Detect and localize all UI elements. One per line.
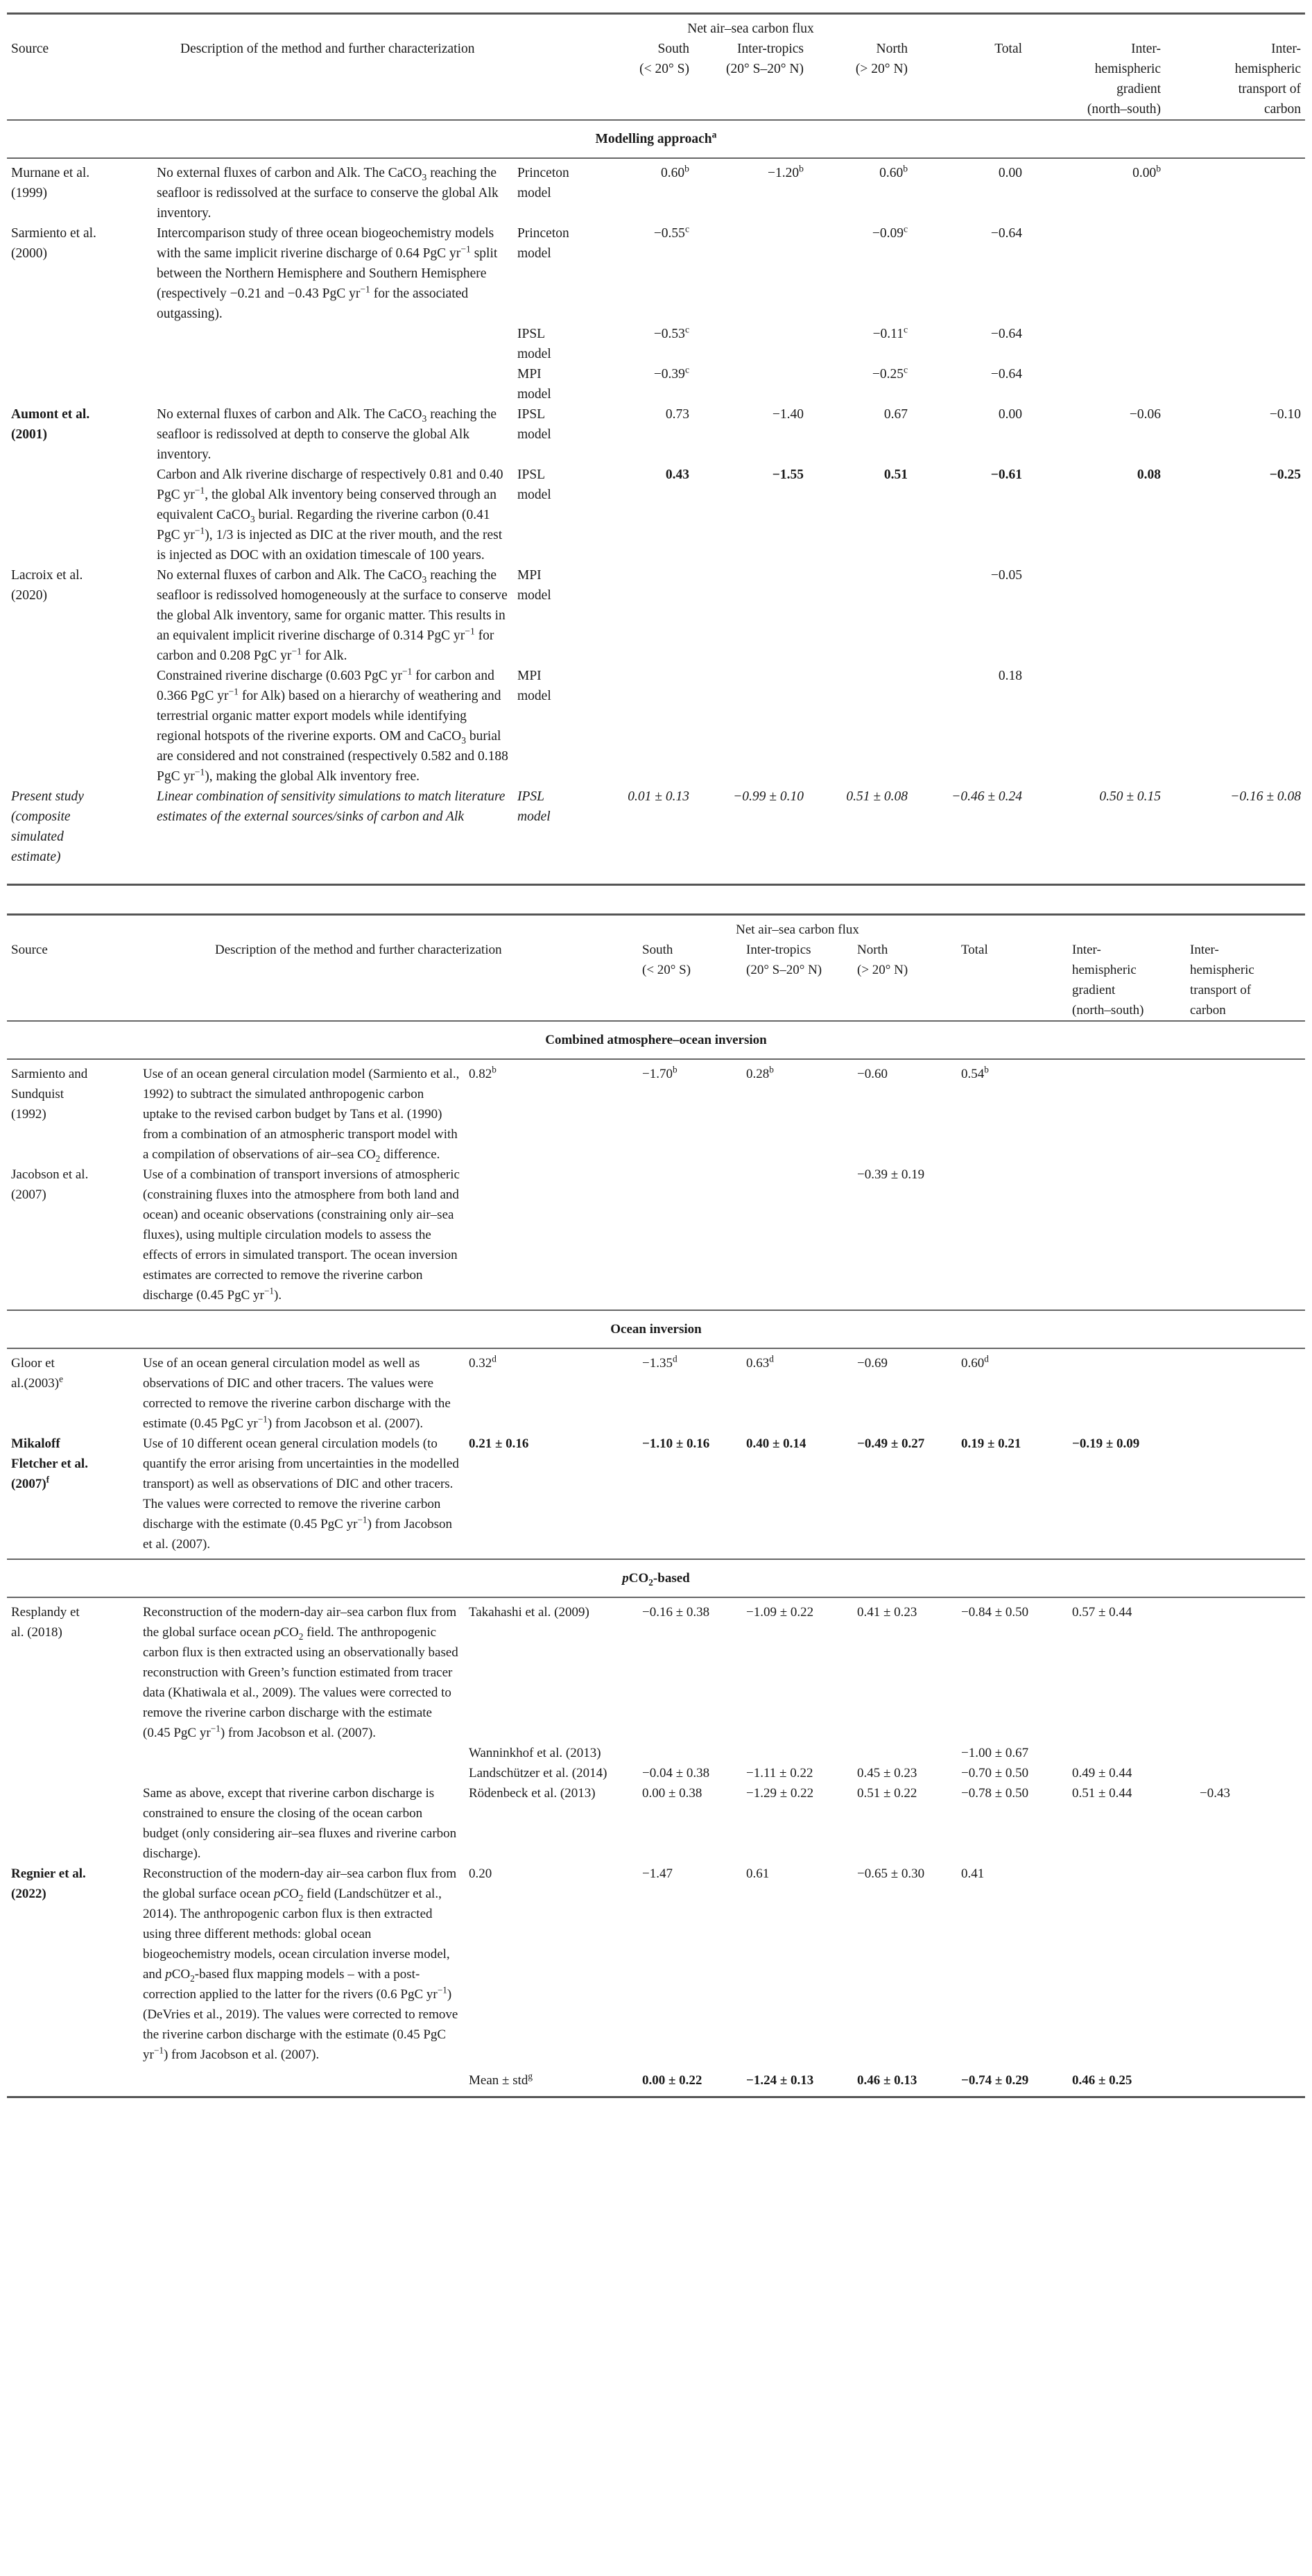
description-cell: No external fluxes of carbon and Alk. The CaCO$_3$ reaching the seafloor is redissolved homogeneously at the surface to conserve the global Alk inventory, same for organic matter. This results in an equivalent implicit riverine discharge of 0.314 PgC $yr^{-1}$ for carbon and 0.208 PgC $yr^{-1}$ for Alk. (157, 568, 508, 663)
north-value: 0.60$^b$ (879, 163, 908, 180)
north-value: 0.61 (746, 1866, 770, 1881)
tropics-value (742, 1689, 853, 1763)
table-row (7, 324, 1305, 364)
tropics-value: −1.70$^b$ (642, 1064, 677, 1081)
gradient-value: 0.57 ± 0.44 (1072, 1605, 1132, 1620)
observation-table (7, 913, 1305, 2098)
tropics-value: −1.10 ± 0.16 (642, 1436, 710, 1451)
gradient-value: 0.49 ± 0.44 (1072, 1766, 1132, 1780)
total-value: −0.84 ± 0.50 (961, 1605, 1029, 1620)
section-row (7, 1021, 1305, 1059)
south-value: 0.01 ± 0.13 (628, 789, 689, 804)
gradient-value: 0.54$^b$ (961, 1064, 989, 1081)
source-cell: Resplandy et al. (2018) (11, 1605, 80, 1640)
transport-value: −0.10 (1269, 407, 1302, 422)
north-value: 0.63$^d$ (746, 1353, 774, 1371)
table-row (7, 1165, 1305, 1310)
description-cell: Use of an ocean general circulation model (Sarmiento et al., 1992) to subtract the simulated anthropogenic carbon uptake to the revised carbon budget by Tans et al. (1990) from a combination of an atmospheric transport model with a compilation of observations of air–sea $CO_2$ difference. (143, 1067, 460, 1164)
section-ocean-inversion: Ocean inversion (610, 1322, 702, 1337)
transport-value: −0.16 ± 0.08 (1230, 789, 1302, 804)
gradient-value: 0.41 (961, 1866, 985, 1881)
gradient-value: 0.51 ± 0.44 (1072, 1786, 1132, 1801)
table-row (7, 1597, 1305, 1689)
total-value: −0.74 ± 0.29 (961, 2073, 1029, 2088)
south-value: 0.73 (665, 407, 689, 422)
north-header: North (> 20° N) (857, 943, 908, 977)
transport-value (1186, 1689, 1305, 1763)
description-cell: No external fluxes of carbon and Alk. The CaCO$_3$ reaching the seafloor is redissolved at depth to conserve the global Alk inventory. (157, 407, 497, 462)
north-value: 0.51 ± 0.08 (846, 789, 908, 804)
description-cell: Intercomparison study of three ocean biogeochemistry models with the same implicit riverine discharge of 0.64 PgC $yr^{-1}$ split between the Northern Hemisphere and Southern Hemisphere (respectively −0.21 and −0.43 PgC $yr^{-1}$ for the associated outgassing). (157, 226, 498, 321)
total-value: −0.49 ± 0.27 (857, 1436, 925, 1451)
table-row (7, 1783, 1305, 1822)
total-value: −0.61 (990, 467, 1023, 482)
table-header-row (7, 14, 1305, 40)
section-row (7, 1310, 1305, 1348)
tropics-value: −1.40 (772, 407, 804, 422)
south-value: −0.16 ± 0.38 (642, 1605, 710, 1620)
south-value: −0.04 ± 0.38 (642, 1766, 710, 1780)
tropics-value: −1.47 (642, 1866, 673, 1881)
transport-header: Inter- hemispheric transport of carbon (1190, 943, 1254, 1017)
tropics-value: −1.35$^d$ (642, 1353, 677, 1371)
table-header-row (7, 915, 1305, 941)
table-row (7, 158, 1305, 223)
mean-label: Mean ± std$^g$ (469, 2070, 533, 2088)
total-value: −0.64 (990, 367, 1023, 381)
section-modelling-approach: Modelling approach$^a$ (595, 129, 717, 146)
south-value: 0.00 ± 0.38 (642, 1786, 702, 1801)
model-cell: MPI model (517, 669, 551, 703)
table-row (7, 465, 1305, 565)
north-value: 0.40 ± 0.14 (746, 1436, 806, 1451)
description-cell: Use of a combination of transport inversions of atmospheric (constraining fluxes into the atmosphere from both land and ocean) and oceanic observations (constraining only air–sea fluxes), using multiple circulation models to assess the effects of errors in simulated transport. The ocean inversion estimates are corrected to remove the riverine carbon discharge (0.45 PgC $yr^{-1}$). (143, 1167, 460, 1303)
description-cell: No external fluxes of carbon and Alk. The CaCO$_3$ reaching the seafloor is redissolved at the surface to conserve the global Alk inventory. (157, 166, 499, 221)
table-row (7, 1348, 1305, 1434)
model-cell: IPSL model (517, 407, 551, 442)
tropics-value: −1.09 ± 0.22 (746, 1605, 814, 1620)
south-value: 0.20 (469, 1866, 492, 1881)
gradient-value: 0.50 ± 0.15 (1099, 789, 1162, 804)
flux-group-header: Net air–sea carbon flux (736, 922, 859, 937)
south-header: South (< 20° S) (642, 943, 691, 977)
transport-value: −0.25 (1269, 467, 1302, 482)
north-value: 0.46 ± 0.13 (857, 2073, 917, 2088)
gradient-value: 0.08 (1137, 467, 1162, 482)
model-cell: Princeton model (517, 226, 569, 261)
total-value: −0.64 (990, 327, 1023, 341)
tropics-value: −1.11 ± 0.22 (746, 1766, 813, 1780)
gradient-header: Inter- hemispheric gradient (north–south) (1072, 943, 1144, 1017)
tropics-header: Inter-tropics (20° S–20° N) (746, 943, 822, 977)
south-value: 0.60$^b$ (661, 163, 689, 180)
source-cell: Lacroix et al. (2020) (11, 568, 83, 603)
total-value: 0.00 (998, 166, 1023, 180)
transport-value: −0.19 ± 0.09 (1072, 1436, 1140, 1451)
gradient-value: 0.60$^d$ (961, 1353, 989, 1371)
product-name: Rödenbeck et al. (2013) (469, 1786, 596, 1801)
south-header: South (< 20° S) (639, 42, 689, 76)
total-value: −0.69 (857, 1356, 888, 1371)
table-row (7, 1763, 1305, 1783)
south-value (638, 1689, 742, 1763)
south-value: 0.00 ± 0.22 (642, 2073, 702, 2088)
description-cell: Constrained riverine discharge (0.603 PgC $yr^{-1}$ for carbon and 0.366 PgC $yr^{-1}$ for Alk) based on a hierarchy of weathering and terrestrial organic matter export models while identifying regional hotspots of the riverine exports. OM and CaCO$_3$ burial are considered and not constrained (respectively 0.582 and 0.188 PgC $yr^{-1}$), making the global Alk inventory free. (157, 666, 508, 784)
section-combined-inversion: Combined atmosphere–ocean inversion (545, 1033, 767, 1047)
gradient-value: 0.00$^b$ (1132, 163, 1162, 180)
north-value: 0.51 (883, 467, 908, 482)
north-value: 0.51 ± 0.22 (857, 1786, 917, 1801)
transport-value (1186, 1597, 1305, 1689)
source-cell: Gloor et $al.(2003)^e$ (11, 1356, 64, 1391)
description-cell: Use of 10 different ocean general circulation models (to quantify the error arising from uncertainties in the modelled transport) as well as observations of DIC and other tracers. The values were corrected to remove the riverine carbon discharge with the estimate (0.45 PgC $yr^{-1}$) from Jacobson et al. (2007). (143, 1436, 459, 1552)
total-value: −0.60 (857, 1067, 888, 1081)
model-cell: IPSL model (517, 789, 551, 824)
model-cell: IPSL model (517, 467, 551, 502)
total-value: 0.00 (998, 407, 1023, 422)
south-value: −0.55$^c$ (653, 223, 689, 241)
description-cell: Carbon and Alk riverine discharge of respectively 0.81 and 0.40 PgC $yr^{-1}$, the global Alk inventory being conserved through an equivalent CaCO$_3$ burial. Regarding the riverine carbon (0.41 PgC $yr^{-1}$), 1/3 is injected as DIC at the river mouth, and the rest is injected as DOC with an oxidation timescale of 100 years. (157, 467, 503, 563)
total-value: −0.64 (990, 226, 1023, 241)
table-header-row (7, 39, 1305, 120)
modelling-table (7, 12, 1305, 886)
flux-group-header: Net air–sea carbon flux (687, 22, 814, 36)
tropics-value: −0.99 ± 0.10 (733, 789, 804, 804)
south-value: 0.82$^b$ (469, 1064, 497, 1081)
tropics-value: −1.29 ± 0.22 (746, 1786, 814, 1801)
tropics-value: −1.20$^b$ (768, 163, 804, 180)
description-header: Description of the method and further characterization (180, 42, 475, 56)
transport-value: −0.43 (1200, 1786, 1230, 1801)
table-row (7, 364, 1305, 404)
source-cell: Sarmiento et al. (2000) (11, 226, 96, 261)
north-header: North (> 20° N) (855, 42, 908, 76)
model-cell: MPI model (517, 568, 551, 603)
total-value: −0.70 ± 0.50 (961, 1766, 1029, 1780)
total-value: −0.05 (990, 568, 1023, 583)
tropics-value: −1.55 (772, 467, 804, 482)
source-cell: Mikaloff Fletcher et al. $(2007)^f$ (11, 1436, 88, 1491)
north-value: −0.09$^c$ (872, 223, 908, 241)
south-value: 0.32$^d$ (469, 1353, 497, 1371)
table-row (7, 666, 1305, 787)
south-value: −0.53$^c$ (653, 324, 689, 341)
model-cell: IPSL model (517, 327, 551, 361)
total-value: 0.18 (998, 669, 1023, 683)
total-value: −0.39 ± 0.19 (857, 1167, 925, 1182)
south-value: 0.21 ± 0.16 (469, 1436, 529, 1451)
transport-value (1186, 1763, 1305, 1783)
north-value: 0.67 (883, 407, 908, 422)
section-row (7, 120, 1305, 158)
table-row (7, 223, 1305, 324)
description-cell: Reconstruction of the modern-day air–sea carbon flux from the global surface ocean pCO$_2$ field (Landschützer et al., 2014). The anthropogenic carbon flux is then extracted using three different methods: global ocean biogeochemistry models, ocean circulation inverse model, and pCO$_2$-based flux mapping models – with a post-correction applied to the latter for the rivers (0.6 PgC $yr^{-1}$) (DeVries et al., 2019). The values were corrected to remove the riverine carbon discharge with the estimate (0.45 PgC $yr^{-1}$) from Jacobson et al. (2007). (143, 1866, 458, 2062)
source-cell: Sarmiento and Sundquist (1992) (11, 1067, 88, 1122)
north-value: 0.41 ± 0.23 (857, 1605, 917, 1620)
source-cell: Jacobson et al. (2007) (11, 1167, 89, 1202)
total-value: −0.46 ± 0.24 (951, 789, 1023, 804)
north-value: −0.11$^c$ (872, 324, 908, 341)
model-cell: Princeton model (517, 166, 569, 200)
south-value: −0.39$^c$ (653, 364, 689, 381)
table-row (7, 565, 1305, 666)
product-name: Wanninkhof et al. (2013) (469, 1746, 601, 1760)
source-cell: Aumont et al. (2001) (11, 407, 90, 442)
description-header: Description of the method and further characterization (215, 943, 502, 957)
total-value: −0.65 ± 0.30 (857, 1866, 925, 1881)
product-name: Landschützer et al. (2014) (469, 1766, 607, 1780)
total-value: −0.78 ± 0.50 (961, 1786, 1029, 1801)
north-value (853, 1689, 957, 1763)
table-row (7, 1434, 1305, 1559)
tropics-value: −1.24 ± 0.13 (746, 2073, 814, 2088)
south-value: 0.43 (665, 467, 689, 482)
table-header-row (7, 940, 1305, 1021)
source-header: Source (11, 42, 49, 56)
total-header: Total (961, 943, 988, 957)
description-cell: Same as above, except that riverine carbon discharge is constrained to ensure the closing of the ocean carbon budget (only considering air–sea fluxes and riverine carbon discharge). (143, 1786, 457, 1861)
description-cell: Use of an ocean general circulation model as well as observations of DIC and other tracers. The values were corrected to remove the riverine carbon discharge with the estimate (0.45 PgC $yr^{-1}$) from Jacobson et al. (2007). (143, 1356, 451, 1431)
transport-header: Inter- hemispheric transport of carbon (1234, 42, 1302, 117)
section-row (7, 1559, 1305, 1597)
source-cell: Regnier et al. (2022) (11, 1866, 86, 1901)
gradient-value: 0.19 ± 0.21 (961, 1436, 1021, 1451)
transport-value (1165, 158, 1305, 223)
gradient-value: −0.06 (1129, 407, 1162, 422)
table-row (7, 404, 1305, 465)
source-cell: Present study (composite simulated estimate) (11, 789, 84, 864)
total-header: Total (994, 42, 1023, 56)
description-cell: Linear combination of sensitivity simulations to match literature estimates of the external sources/sinks of carbon and Alk (157, 789, 506, 824)
north-value: 0.45 ± 0.23 (857, 1766, 917, 1780)
gradient-value (1068, 1689, 1186, 1763)
north-value: 0.28$^b$ (746, 1064, 774, 1081)
north-value: −0.25$^c$ (872, 364, 908, 381)
description-cell: Reconstruction of the modern-day air–sea carbon flux from the global surface ocean pCO$_2$ field. The anthropogenic carbon flux is then extracted using an observationally based reconstruction with Green’s function estimated from tracer data (Khatiwala et al., 2009). The values were corrected to remove the riverine carbon discharge with the estimate (0.45 PgC $yr^{-1}$) from Jacobson et al. (2007). (143, 1605, 458, 1740)
model-cell: MPI model (517, 367, 551, 402)
product-name: Takahashi et al. (2009) (469, 1605, 589, 1620)
section-pco2-based: pCO$_2$-based (622, 1571, 690, 1588)
table-row (7, 1864, 1305, 2065)
source-header: Source (11, 943, 48, 957)
tropics-header: Inter-tropics (20° S–20° N) (725, 42, 804, 76)
table-row (7, 787, 1305, 885)
source-cell: Murnane et al. (1999) (11, 166, 90, 200)
total-value: −1.00 ± 0.67 (961, 1746, 1029, 1760)
mean-row (7, 2065, 1305, 2097)
table-end-rule (7, 885, 1305, 886)
gradient-value: 0.46 ± 0.25 (1072, 2073, 1132, 2088)
gradient-header: Inter- hemispheric gradient (north–south) (1087, 42, 1162, 117)
table-row (7, 1059, 1305, 1165)
